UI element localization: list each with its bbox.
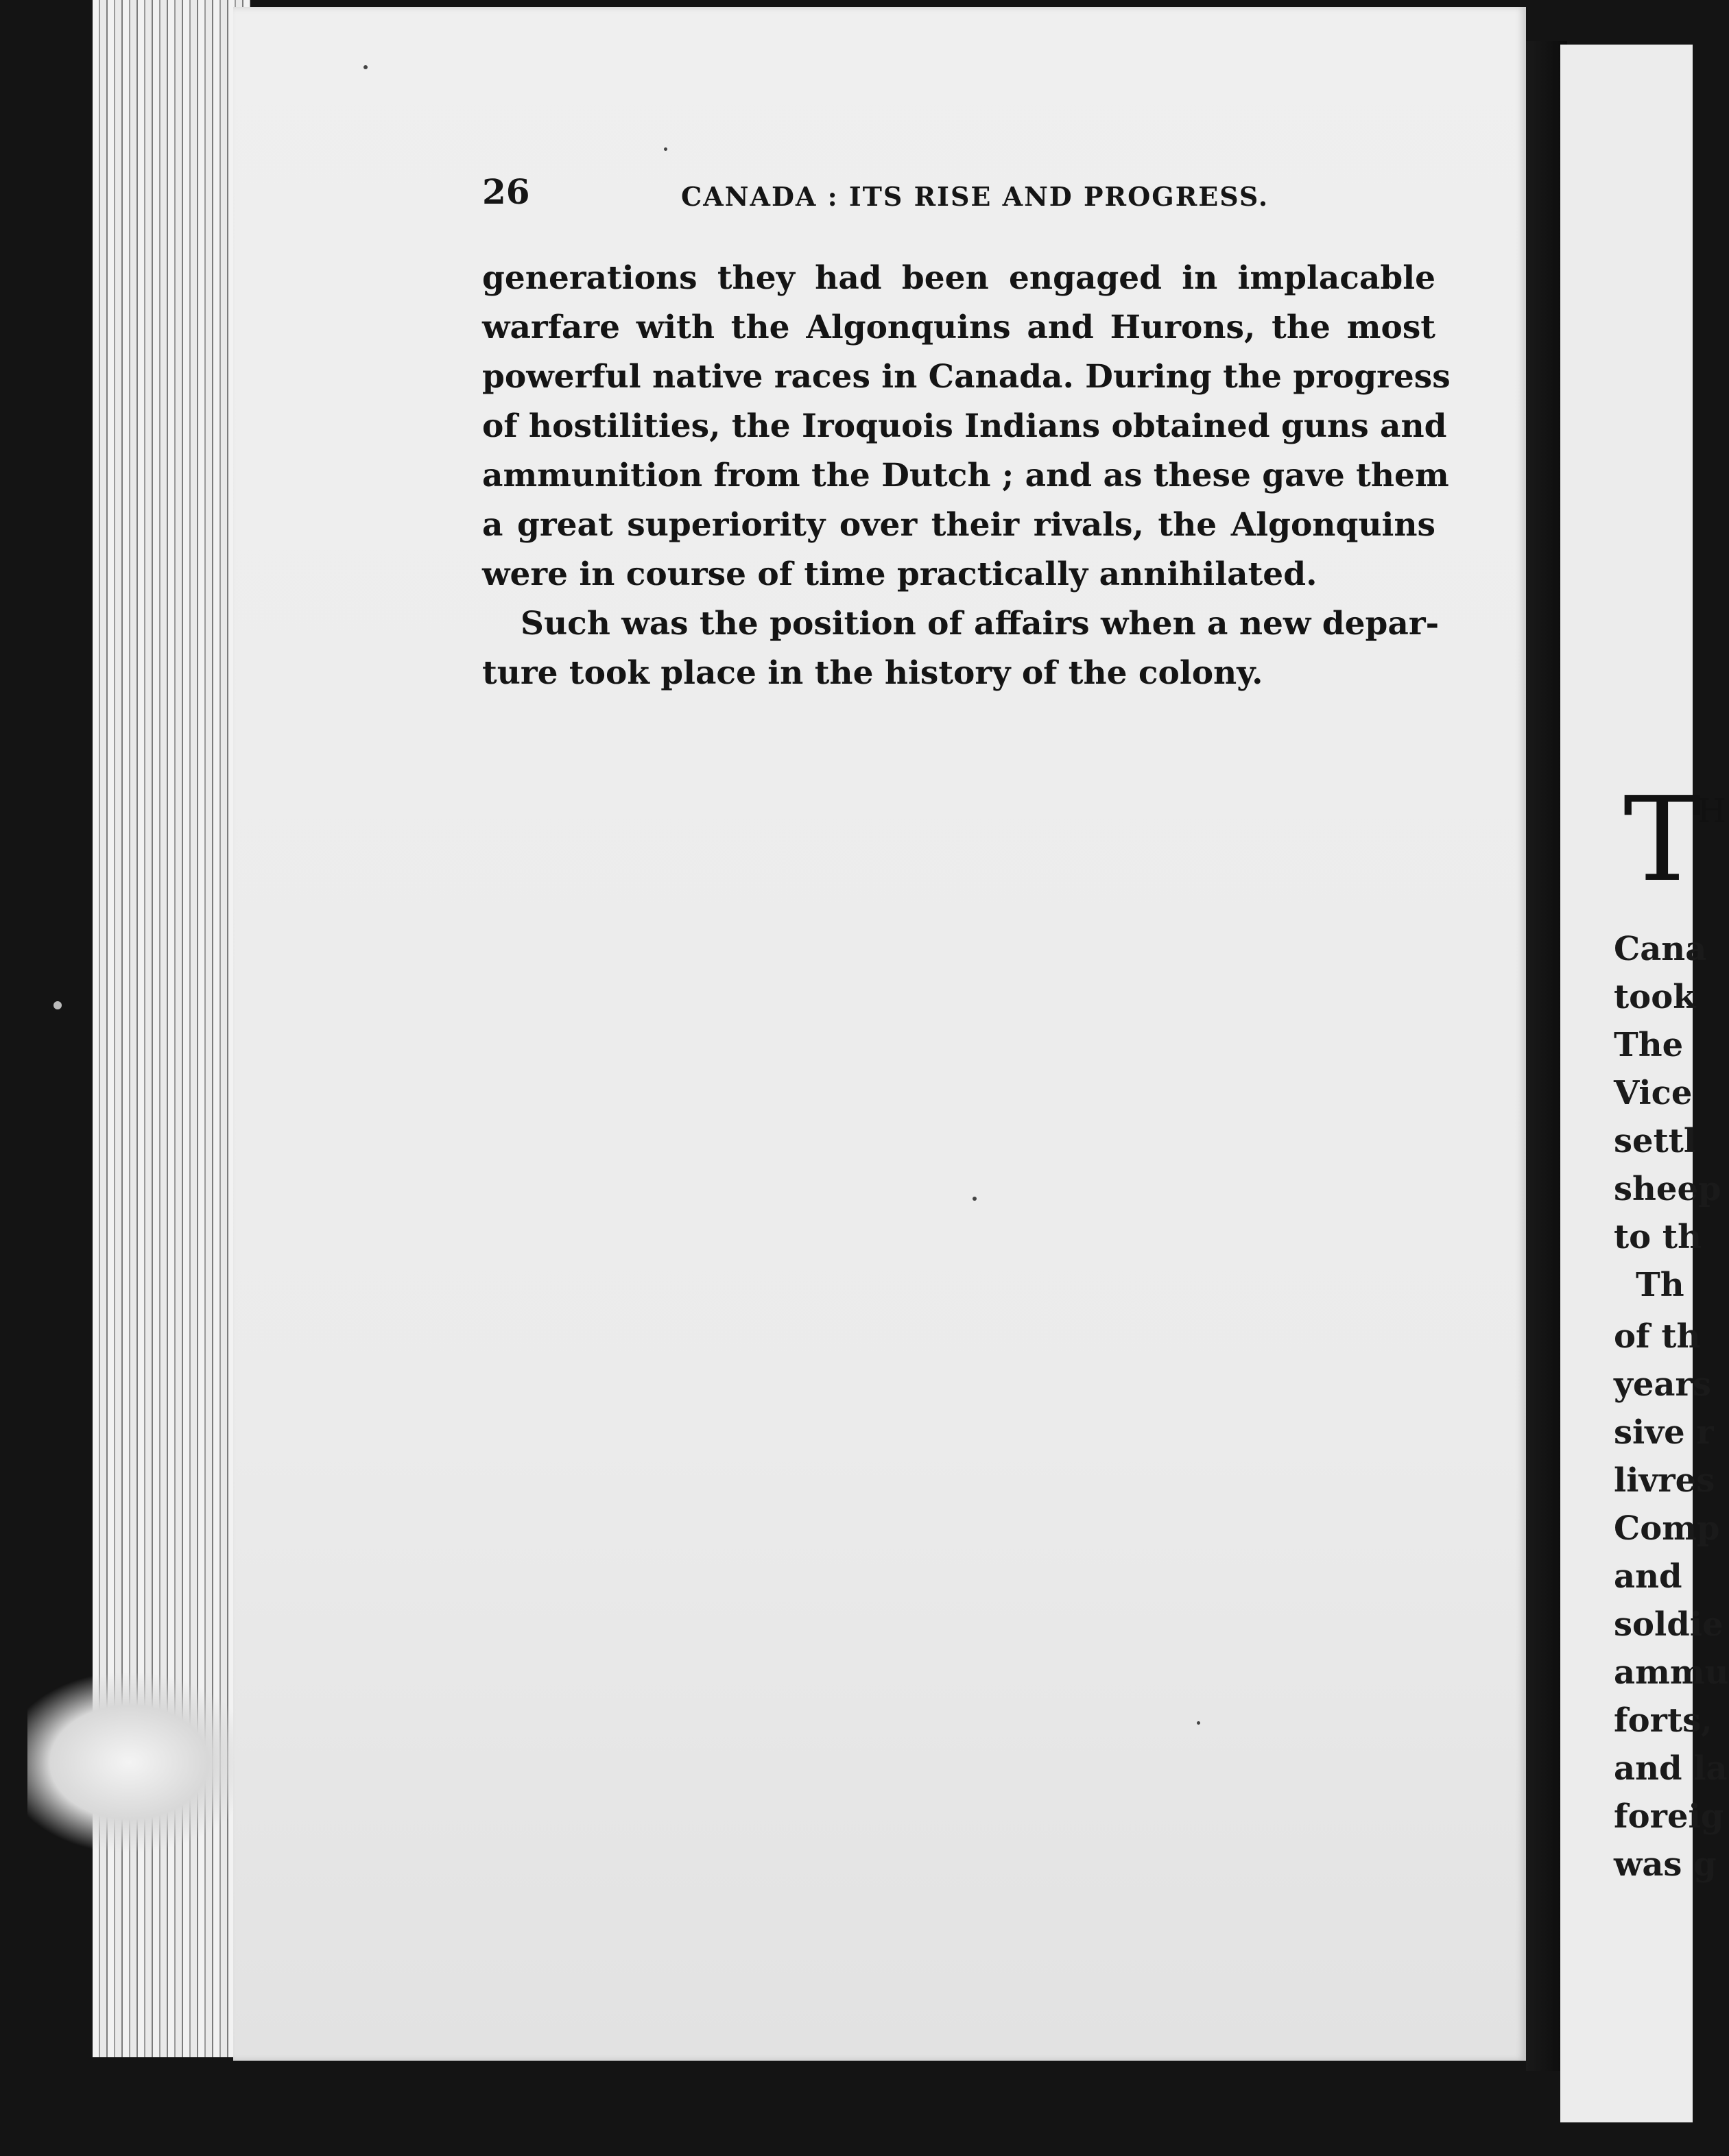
facing-line: was g — [1614, 1845, 1717, 1884]
facing-line: sive r — [1614, 1413, 1714, 1452]
text-line: a great superiority over their rivals, the Algonquins — [482, 506, 1435, 544]
facing-line: to th — [1614, 1218, 1702, 1256]
text-line: warfare with the Algonquins and Hurons, the most — [482, 309, 1435, 346]
running-head: CANADA : ITS RISE AND PROGRESS. — [681, 181, 1269, 212]
facing-line: sheep — [1614, 1170, 1721, 1208]
drop-cap: T — [1623, 772, 1702, 908]
facing-line: forts, — [1614, 1701, 1713, 1740]
facing-line: and — [1614, 1557, 1682, 1596]
text-line: ture took place in the history of the colony. — [482, 654, 1263, 692]
text-line: ammunition from the Dutch ; and as these gave them — [482, 457, 1449, 494]
text-line: powerful native races in Canada. During the progress — [482, 358, 1451, 396]
facing-line: soldie — [1614, 1605, 1724, 1644]
text-line: generations they had been engaged in implacable — [482, 259, 1435, 297]
facing-page — [1560, 45, 1729, 2122]
page-stain — [27, 1673, 254, 1852]
facing-line: years — [1614, 1365, 1711, 1404]
facing-line: Cana — [1614, 930, 1707, 968]
facing-line: foreig — [1614, 1797, 1724, 1836]
facing-line: ammu — [1614, 1653, 1729, 1692]
drop-cap-trail: H — [1697, 792, 1726, 830]
facing-line: and la — [1614, 1749, 1728, 1788]
body-text — [482, 254, 1451, 698]
facing-line: Vice — [1614, 1074, 1693, 1112]
text-line: Such was the position of affairs when a new depar- — [521, 605, 1440, 643]
page-number: 26 — [482, 171, 530, 212]
facing-line: of th — [1614, 1317, 1701, 1356]
facing-line: Th — [1636, 1266, 1684, 1304]
facing-line: Comp — [1614, 1509, 1720, 1548]
facing-line: took — [1614, 978, 1696, 1016]
facing-line: The — [1614, 1026, 1684, 1064]
page-header — [482, 171, 1429, 219]
facing-line: settl — [1614, 1122, 1697, 1160]
text-line: of hostilities, the Iroquois Indians obtained guns and — [482, 407, 1447, 445]
text-line: were in course of time practically annihilated. — [482, 555, 1317, 593]
facing-line: livres — [1614, 1461, 1715, 1500]
